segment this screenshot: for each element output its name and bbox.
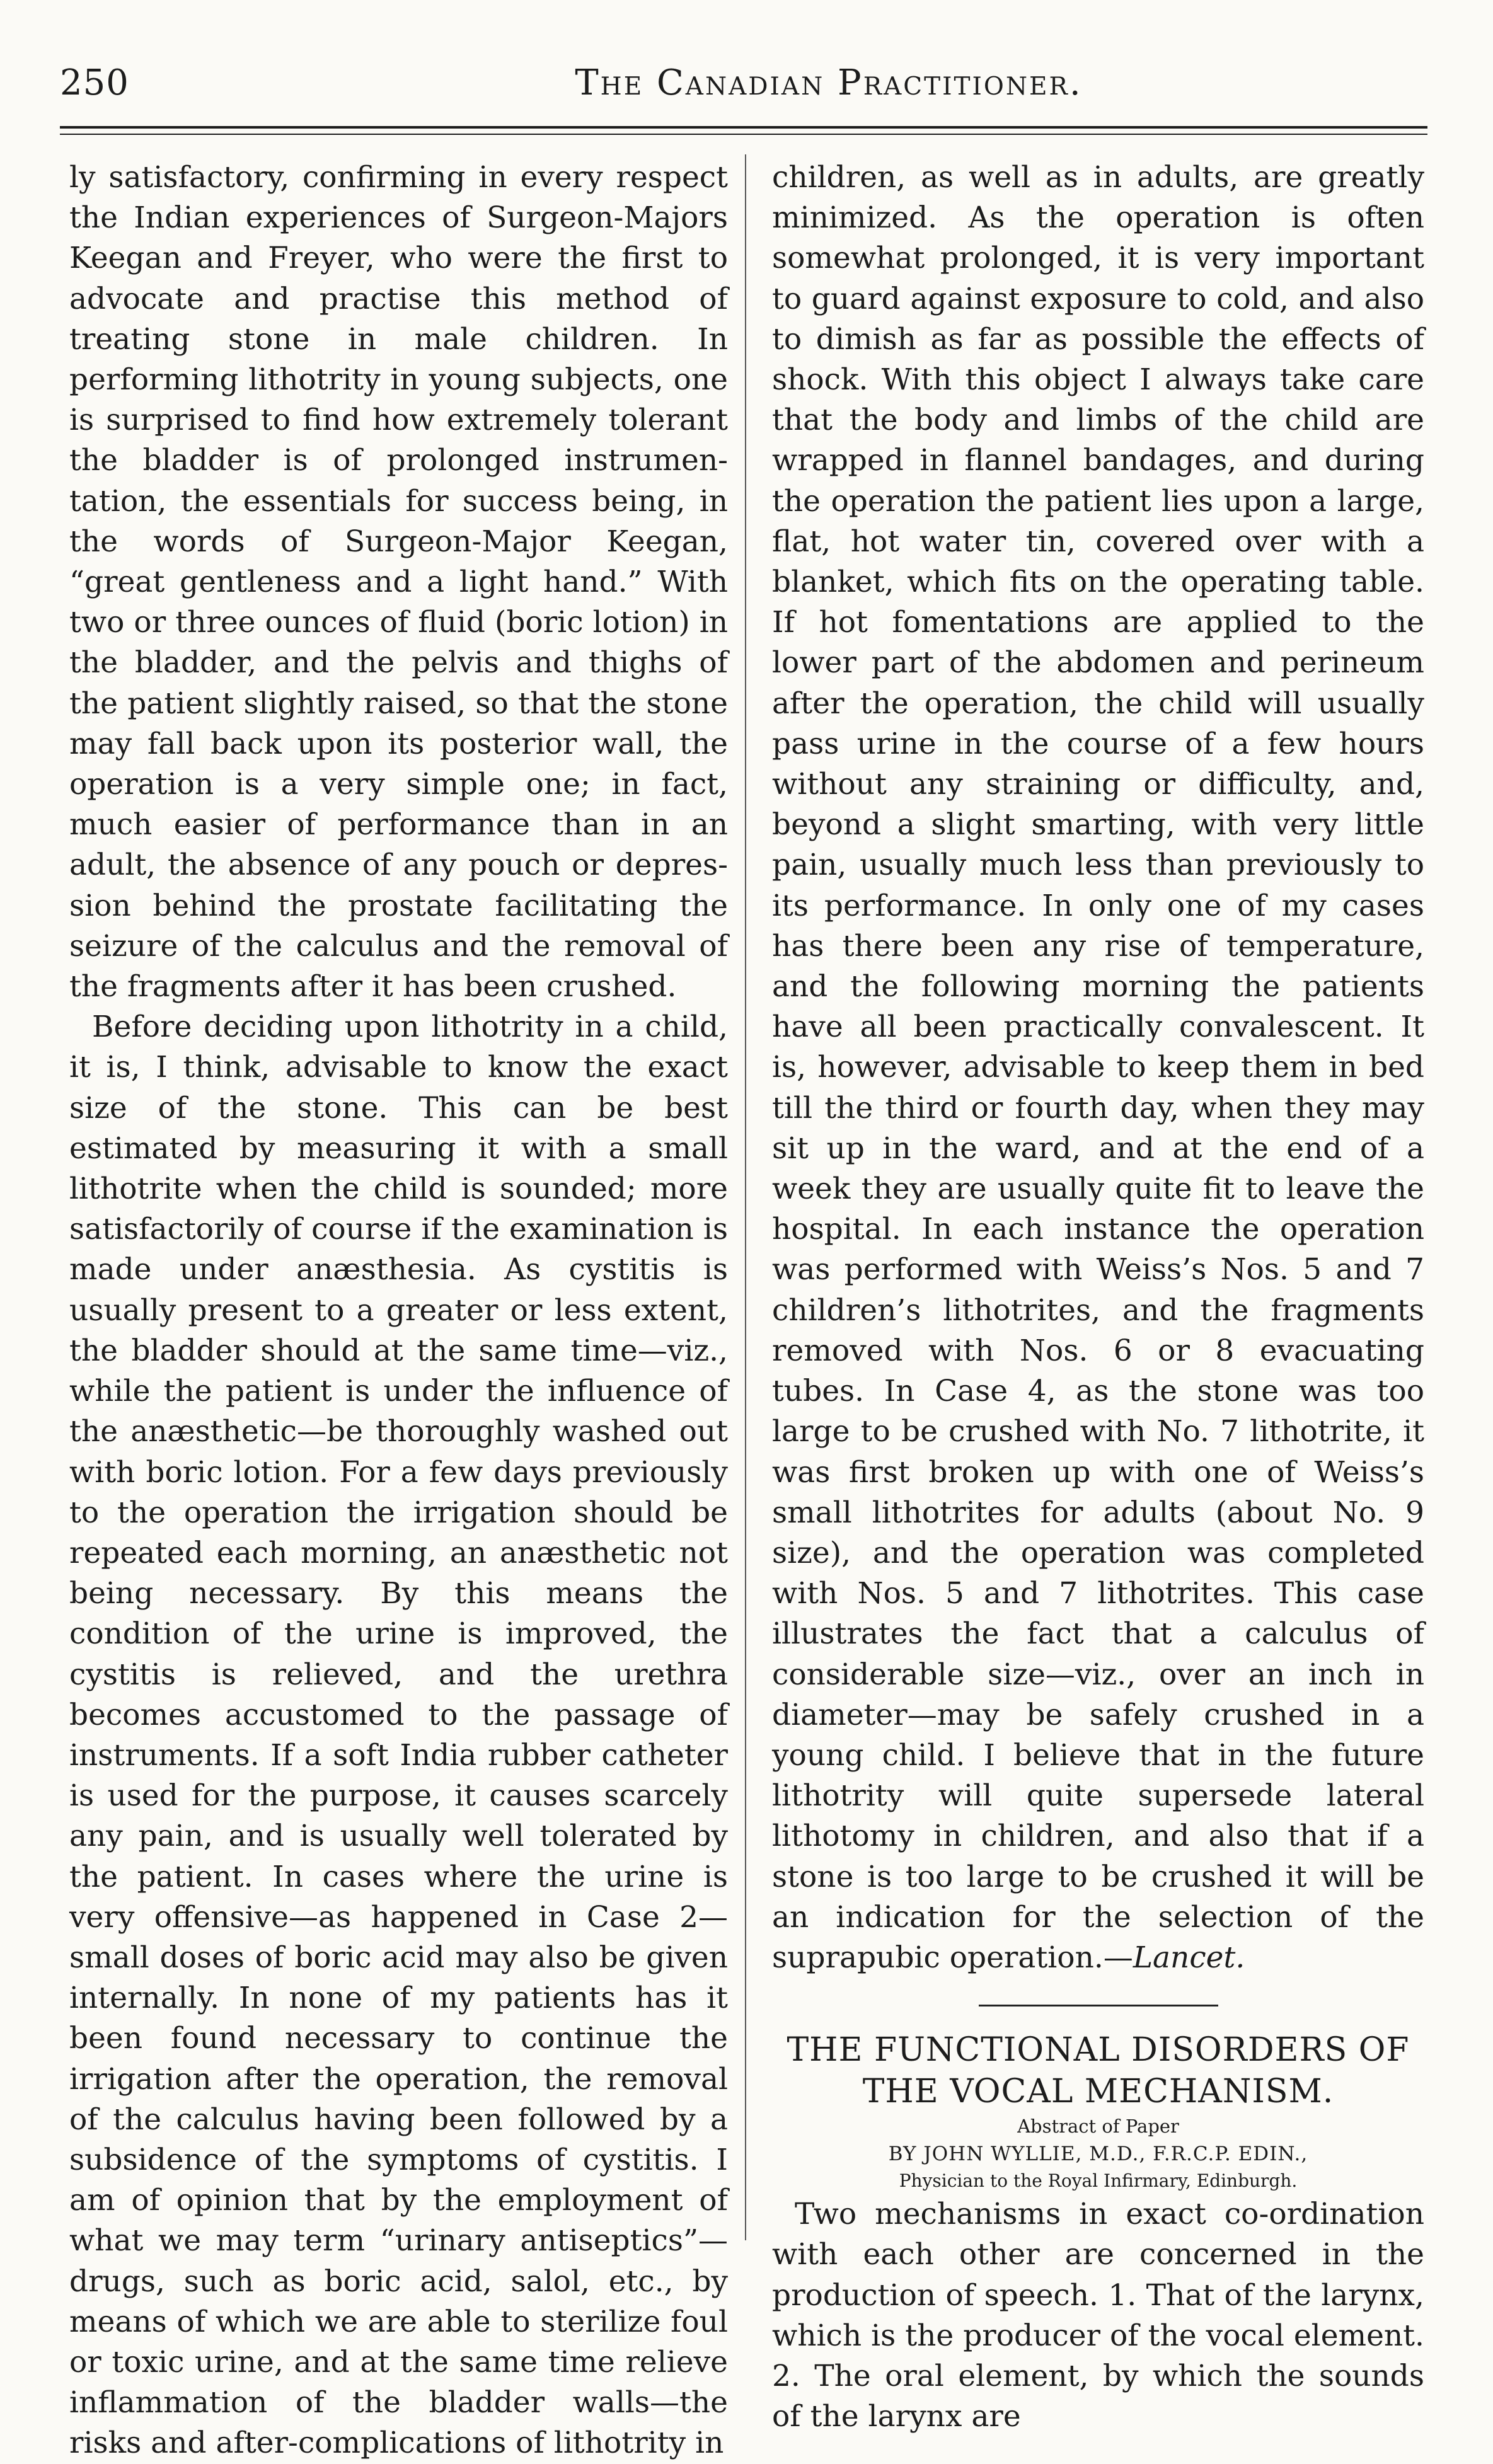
header-rule-thick [60,126,1427,129]
column-divider [745,154,746,2240]
running-head: The Canadian Practitioner. [575,62,1083,103]
left-paragraph-1: ly satisfactory, confirming in every respect the Indian experiences of Surgeon-Majors Keegan and Freyer, who were the first to advocate and practise this method of treating stone in male children. In performing lithotrity in young subjects, one is surprised to find how extremely tolerant the bladder is of prolonged instrumentation, the essentials for success being, in the words of Surgeon-Major Keegan, “great gentleness and a light hand.” With two or three ounces of fluid (boric lotion) in the bladder, and the pelvis and thighs of the patient slightly raised, so that the stone may fall back upon its posterior wall, the operation is a very simple one; in fact, much easier of performance than in an adult, the absence of any pouch or depression behind the prostate facilitating the seizure of the calculus and the removal of the fragments after it has been crushed. [69,160,728,1005]
left-paragraph-2: Before deciding upon lithotrity in a child, it is, I think, advisable to know the exact size of the stone. This can be best estimated by measuring it with a small lithotrite when the child is sounded; more satisfactorily of course if the examination is made under anæsthesia. As cystitis is usually present to a greater or less extent, the bladder should at the same time—viz., while the patient is under the influence of the anæsthetic—be thoroughly washed out with boric lotion. For a few days previously to the operation the irrigation should be repeated each morning, an anæsthetic not being necessary. By this means the condition of the urine is improved, the cystitis is relieved, and the urethra becomes accustomed to the passage of instruments. If a soft India rubber catheter is used for the purpose, it causes scarcely any pain, and is usually well tolerated by the patient. In cases where the urine is very offensive—as happened in Case 2—small doses of boric acid may also be given internally. In none of my patients has it been found necessary to continue the irrigation after the operation, the removal of the calculus having been followed by a subsidence of the symptoms of cystitis. I am of opinion that by the employment of what we may term “urinary antiseptics”—drugs, such as boric acid, salol, etc., by means of which we are able to sterilize foul or toxic urine, and at the same time relieve inflammation of the bladder walls—the risks and after-complications of lithotrity in [69,1010,728,2461]
header-rule-thin [60,134,1427,135]
page-number: 250 [60,62,129,103]
article-title-line-1: THE FUNCTIONAL DISORDERS OF [787,2031,1410,2070]
right-column [772,158,1424,2437]
article-affiliation: Physician to the Royal Infirmary, Edinburgh. [899,2170,1298,2192]
right-paragraph-1-text: children, as well as in adults, are greatly minimized. As the operation is often somewhat prolonged, it is very important to guard against exposure to cold, and also to dimish as far as possible the effects of shock. With this object I always take care that the body and limbs of the child are wrapped in flannel bandages, and during the operation the patient lies upon a large, flat, hot water tin, covered over with a blanket, which fits on the operating table. If hot fomentations are applied to the lower part of the abdomen and perineum after the operation, the child will usually pass urine in the course of a few hours without any straining or difficulty, and, beyond a slight smarting, with very little pain, usually much less than previously to its performance. In only one of my cases has there been any rise of temperature, and the following morning the patients have all been practically convalescent. It is, however, advisable to keep them in bed till the third or fourth day, when they may sit up in the ward, and at the end of a week they are usually quite fit to leave the hospital. In each instance the operation was performed with Weiss’s Nos. 5 and 7 children’s lithotrites, and the fragments removed with Nos. 6 or 8 evacuating tubes. In Case 4, as the stone was too large to be crushed with No. 7 lithotrite, it was first broken up with one of Weiss’s small lithotrites for adults (about No. 9 size), and the operation was completed with Nos. 5 and 7 lithotrites. This case illustrates the fact that a calculus of considerable size—viz., over an inch in diameter—may be safely crushed in a young child. I believe that in the future lithotrity will quite supersede lateral lithotomy in children, and also that if a stone is too large to be crushed it will be an indication for the selection of the suprapubic operation.— [772,160,1424,1975]
right-paragraph-1 [772,158,1424,1978]
article-body: Two mechanisms in exact co-ordination with each other are concerned in the production of speech. 1. That of the larynx, which is the producer of the vocal element. 2. The oral element, by which the sounds of the larynx are [772,2197,1424,2434]
section-divider [979,2005,1218,2006]
article-title-line-2: THE VOCAL MECHANISM. [862,2073,1334,2111]
source-citation: Lancet. [1133,1940,1245,1975]
article-subtitle: Abstract of Paper [1017,2116,1179,2138]
article-byline: BY JOHN WYLLIE, M.D., F.R.C.P. EDIN., [888,2143,1308,2166]
left-column [69,158,728,2464]
